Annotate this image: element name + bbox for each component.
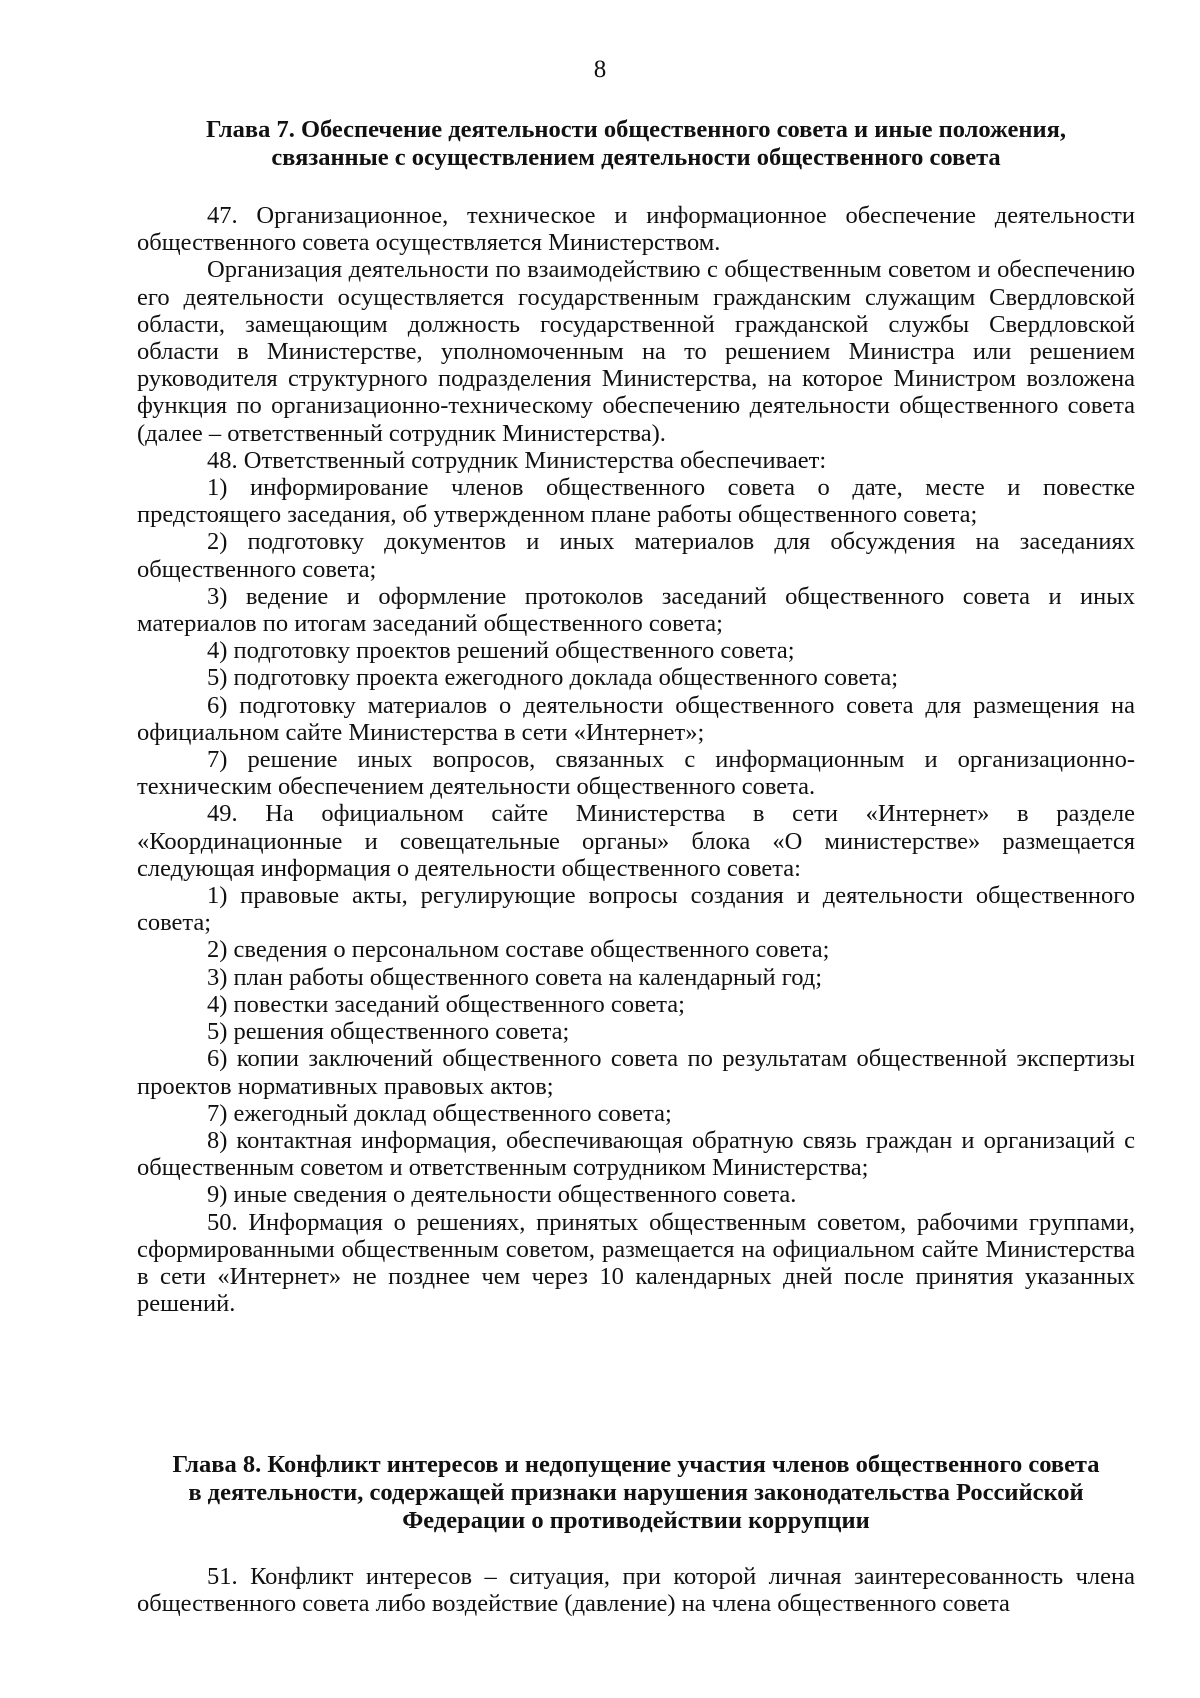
list-item-49-8: 8) контактная информация, обеспечивающая обратную связь граждан и организаций с общественным советом и ответственным сотрудником Министерства; (137, 1126, 1135, 1182)
list-item-49-1: 1) правовые акты, регулирующие вопросы создания и деятельности общественного совета; (137, 882, 1135, 937)
list-item-48-6: 6) подготовку материалов о деятельности общественного совета для размещения на официальном сайте Министерства в сети «Интернет»; (137, 691, 1135, 746)
list-item-48-3: 3) ведение и оформление протоколов заседаний общественного совета и иных материалов по итогам заседаний общественного совета; (137, 582, 1135, 638)
paragraph-47-organization: Организация деятельности по взаимодействию с общественным советом и обеспечению его деятельности осуществляется государственным гражданским служащим Свердловской области, замещающим должность государственной гражданской службы Свердловской области в Министерстве, уполномоченным на то решением Министра или решением руководителя структурного подразделения Министерства, на которое Министром возложена функция по организационно-техническому обеспечению деятельности общественного совета (далее – ответственный сотрудник Министерства). (137, 256, 1135, 447)
list-item-49-3: 3) план работы общественного совета на календарный год; (207, 963, 823, 991)
chapter-7-heading (137, 116, 1135, 172)
chapter-8-heading-line-1: Глава 8. Конфликт интересов и недопущение участия членов общественного совета (172, 1451, 1100, 1478)
paragraph-48: 48. Ответственный сотрудник Министерства обеспечивает: (207, 446, 827, 474)
list-item-48-4: 4) подготовку проектов решений общественного совета; (207, 637, 795, 665)
list-item-48-1: 1) информирование членов общественного совета о дате, месте и повестке предстоящего заседания, об утвержденном плане работы общественного совета; (137, 474, 1135, 529)
list-item-49-6: 6) копии заключений общественного совета по результатам общественной экспертизы проектов нормативных правовых актов; (137, 1045, 1135, 1100)
list-item-49-5: 5) решения общественного совета; (207, 1018, 570, 1046)
chapter-7-heading-line-2: связанные с осуществлением деятельности общественного совета (271, 144, 1001, 171)
list-item-48-7: 7) решение иных вопросов, связанных с информационным и организационно-техническим обеспечением деятельности общественного совета. (137, 746, 1135, 801)
chapter-7-heading-line-1: Глава 7. Обеспечение деятельности общественного совета и иные положения, (206, 116, 1066, 143)
list-item-48-5: 5) подготовку проекта ежегодного доклада общественного совета; (207, 664, 899, 692)
list-item-49-4: 4) повестки заседаний общественного совета; (207, 990, 685, 1018)
paragraph-50: 50. Информация о решениях, принятых общественным советом, рабочими группами, сформированными общественным советом, размещается на официальном сайте Министерства в сети «Интернет» не позднее чем через 10 календарных дней после принятия указанных решений. (137, 1208, 1135, 1318)
list-item-49-9: 9) иные сведения о деятельности общественного совета. (207, 1181, 797, 1209)
chapter-8-heading (137, 1451, 1135, 1535)
list-item-49-2: 2) сведения о персональном составе общественного совета; (207, 936, 830, 964)
chapter-8-heading-line-3: Федерации о противодействии коррупции (402, 1507, 870, 1534)
list-item-49-7: 7) ежегодный доклад общественного совета; (207, 1099, 672, 1127)
paragraph-51: 51. Конфликт интересов – ситуация, при которой личная заинтересованность члена общественного совета либо воздействие (давление) на члена общественного совета (137, 1563, 1135, 1618)
chapter-8-body (137, 1563, 1135, 1617)
chapter-8-heading-line-2: в деятельности, содержащей признаки нарушения законодательства Российской (188, 1479, 1084, 1506)
paragraph-49: 49. На официальном сайте Министерства в сети «Интернет» в разделе «Координационные и совещательные органы» блока «О министерстве» размещается следующая информация о деятельности общественного совета: (137, 800, 1135, 882)
list-item-48-2: 2) подготовку документов и иных материалов для обсуждения на заседаниях общественного совета; (137, 528, 1135, 583)
page-number: 8 (593, 56, 607, 83)
paragraph-47: 47. Организационное, техническое и информационное обеспечение деятельности общественного совета осуществляется Министерством. (137, 202, 1135, 257)
chapter-7-body (137, 202, 1135, 1317)
